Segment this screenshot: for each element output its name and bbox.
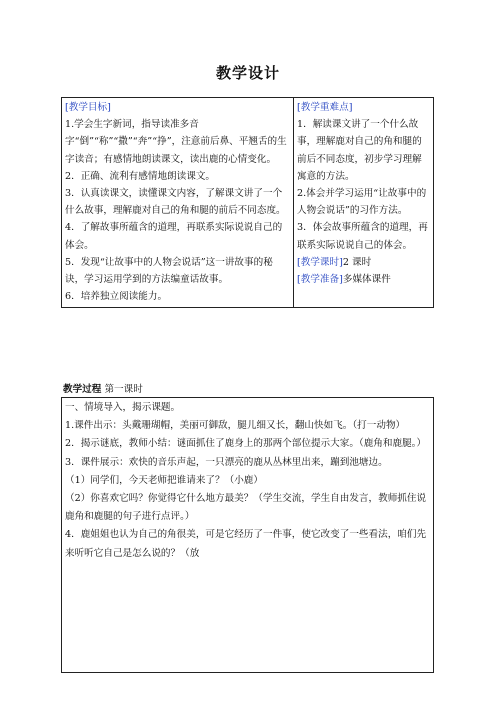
process-heading-lesson: 第一课时 bbox=[104, 384, 143, 395]
preparation-label: [教学准备] bbox=[297, 274, 343, 286]
key-point-item: 1．解读课文讲了一个什么故事，理解鹿对自己的角和腿的前后不同态度，初步学习理解寓意的方法。 bbox=[297, 119, 422, 182]
key-point-item: 3．体会故事所蕴含的道理，再联系实际说说自己的体会。 bbox=[297, 222, 428, 251]
preparation-value: 多媒体课件 bbox=[342, 274, 391, 286]
objective-item: 2．正确、流利有感情地朗读课文。 bbox=[65, 170, 216, 182]
process-cell bbox=[62, 398, 434, 673]
objective-item: 1.学会生字新词，指导读准多音字“倒”“称”“撒”“奔”“挣”，注意前后鼻、平翘舌的生字读音；有感情地朗读课文，读出鹿的心情变化。 bbox=[65, 119, 287, 165]
page-title: 教学设计 bbox=[215, 64, 280, 82]
class-hours-label: [教学课时] bbox=[297, 256, 343, 268]
process-line: 1.课件出示：头戴珊瑚帽，美丽可御敌，腿儿细又长，翻山快如飞。（打一动物） bbox=[65, 420, 406, 432]
process-line: 2．揭示谜底，教师小结：谜面抓住了鹿身上的那两个部位提示大家。（鹿角和鹿腿。） bbox=[65, 438, 427, 450]
class-hours bbox=[297, 254, 431, 271]
process-table bbox=[61, 397, 434, 673]
preparation bbox=[297, 271, 431, 288]
objective-item: 6．培养独立阅读能力。 bbox=[65, 291, 168, 303]
process-line: 4．鹿姐姐也认为自己的角很美，可是它经历了一件事，使它改变了一些看法，咱们先来听听它自己是怎么说的？（放 bbox=[65, 529, 427, 559]
key-point-item: 2.体会并学习运用“让故事中的人物会说话”的习作方法。 bbox=[297, 188, 427, 217]
objectives-cell bbox=[62, 98, 294, 308]
process-heading-bold: 教学过程 bbox=[63, 384, 102, 395]
objectives-table bbox=[61, 97, 434, 308]
objective-item: 5．发现“让故事中的人物会说话”这一讲故事的秘诀，学习运用学到的方法编童话故事。 bbox=[65, 256, 273, 286]
process-heading bbox=[63, 381, 143, 395]
process-line: （1）同学们，今天老师把谁请来了？（小鹿） bbox=[65, 474, 263, 486]
process-line: 3．课件展示：欢快的音乐声起，一只漂亮的鹿从丛林里出来，蹦到池塘边。 bbox=[65, 456, 388, 468]
objectives-heading: [教学目标] bbox=[65, 102, 111, 113]
objective-item: 4．了解故事所蕴含的道理，再联系实际说说自己的体会。 bbox=[65, 222, 283, 251]
key-points-cell bbox=[294, 98, 434, 308]
process-line: 一、情境导入，揭示课题。 bbox=[65, 402, 181, 413]
process-line: （2）你喜欢它吗？你觉得它什么地方最美？（学生交流，学生自由发言，教师抓住说鹿角和鹿腿的句子进行点评。） bbox=[65, 493, 427, 523]
key-points-heading: [教学重难点] bbox=[297, 102, 353, 113]
class-hours-value: 2 课时 bbox=[342, 256, 372, 268]
objective-item: 3．认真读课文，读懂课文内容，了解课文讲了一个什么故事，理解鹿对自己的角和腿的前后不同态度。 bbox=[65, 188, 286, 217]
